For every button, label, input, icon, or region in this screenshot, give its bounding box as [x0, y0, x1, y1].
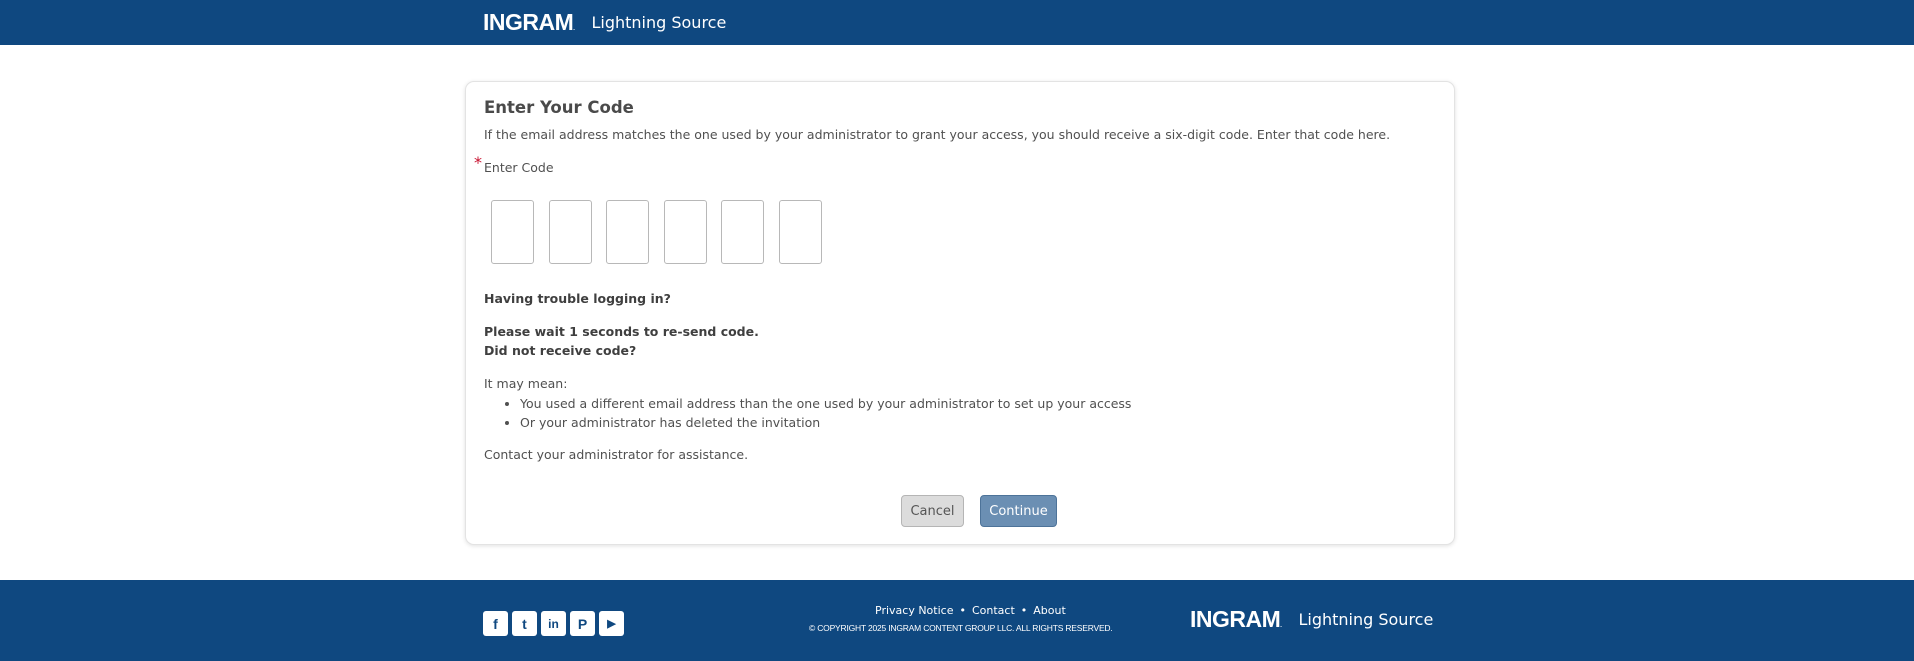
required-asterisk: *: [474, 153, 482, 172]
code-digit-3[interactable]: [606, 200, 649, 264]
page-title: Enter Your Code: [484, 98, 634, 117]
code-digit-2[interactable]: [549, 200, 592, 264]
reasons-list: [504, 394, 1131, 432]
privacy-notice-link[interactable]: Privacy Notice: [875, 604, 954, 617]
youtube-icon[interactable]: ▶: [599, 611, 624, 636]
instructions-text: If the email address matches the one used by your administrator to grant your access, you should receive a six-digit code. Enter that code here.: [484, 127, 1391, 142]
contact-link[interactable]: Contact: [971, 604, 1015, 617]
list-item: • You used a different email address than the one used by your administrator to set up your access: [520, 394, 1131, 413]
linkedin-icon[interactable]: in: [541, 611, 566, 636]
footer-nav: [875, 604, 1066, 617]
code-digit-6[interactable]: [779, 200, 822, 264]
facebook-icon[interactable]: f: [483, 611, 508, 636]
trouble-heading: Having trouble logging in?: [484, 291, 671, 306]
continue-button[interactable]: Continue: [980, 495, 1057, 527]
footer-separator: •: [1020, 604, 1028, 617]
contact-admin-text: Contact your administrator for assistance.: [484, 447, 749, 462]
list-item: • Or your administrator has deleted the invitation: [520, 413, 1131, 432]
may-mean-text: It may mean:: [484, 376, 568, 391]
header-brand[interactable]: [483, 0, 726, 45]
pinterest-icon[interactable]: P: [570, 611, 595, 636]
enter-code-card: [465, 81, 1455, 545]
code-digit-1[interactable]: [491, 200, 534, 264]
copyright-text: © COPYRIGHT 2025 INGRAM CONTENT GROUP LLC. ALL RIGHTS RESERVED.: [809, 623, 1113, 633]
footer-brand[interactable]: [1190, 597, 1433, 642]
footer-separator: •: [959, 604, 966, 617]
footer: [0, 580, 1914, 661]
twitter-icon[interactable]: t: [512, 611, 537, 636]
not-received-text: Did not receive code?: [484, 343, 637, 358]
about-link[interactable]: About: [1033, 604, 1066, 617]
code-digit-5[interactable]: [721, 200, 764, 264]
footer-product-name: Lightning Source: [1298, 610, 1434, 629]
ingram-logo: INGRAM.: [483, 9, 575, 35]
social-links: [483, 611, 628, 636]
cancel-button[interactable]: Cancel: [901, 495, 964, 527]
header-product-name: Lightning Source: [591, 13, 727, 32]
code-input-group: [491, 200, 836, 264]
ingram-logo: INGRAM.: [1190, 606, 1282, 632]
resend-wait-text: Please wait 1 seconds to re-send code.: [484, 324, 759, 339]
top-header: [0, 0, 1914, 45]
code-label: Enter Code: [484, 160, 554, 175]
code-digit-4[interactable]: [664, 200, 707, 264]
